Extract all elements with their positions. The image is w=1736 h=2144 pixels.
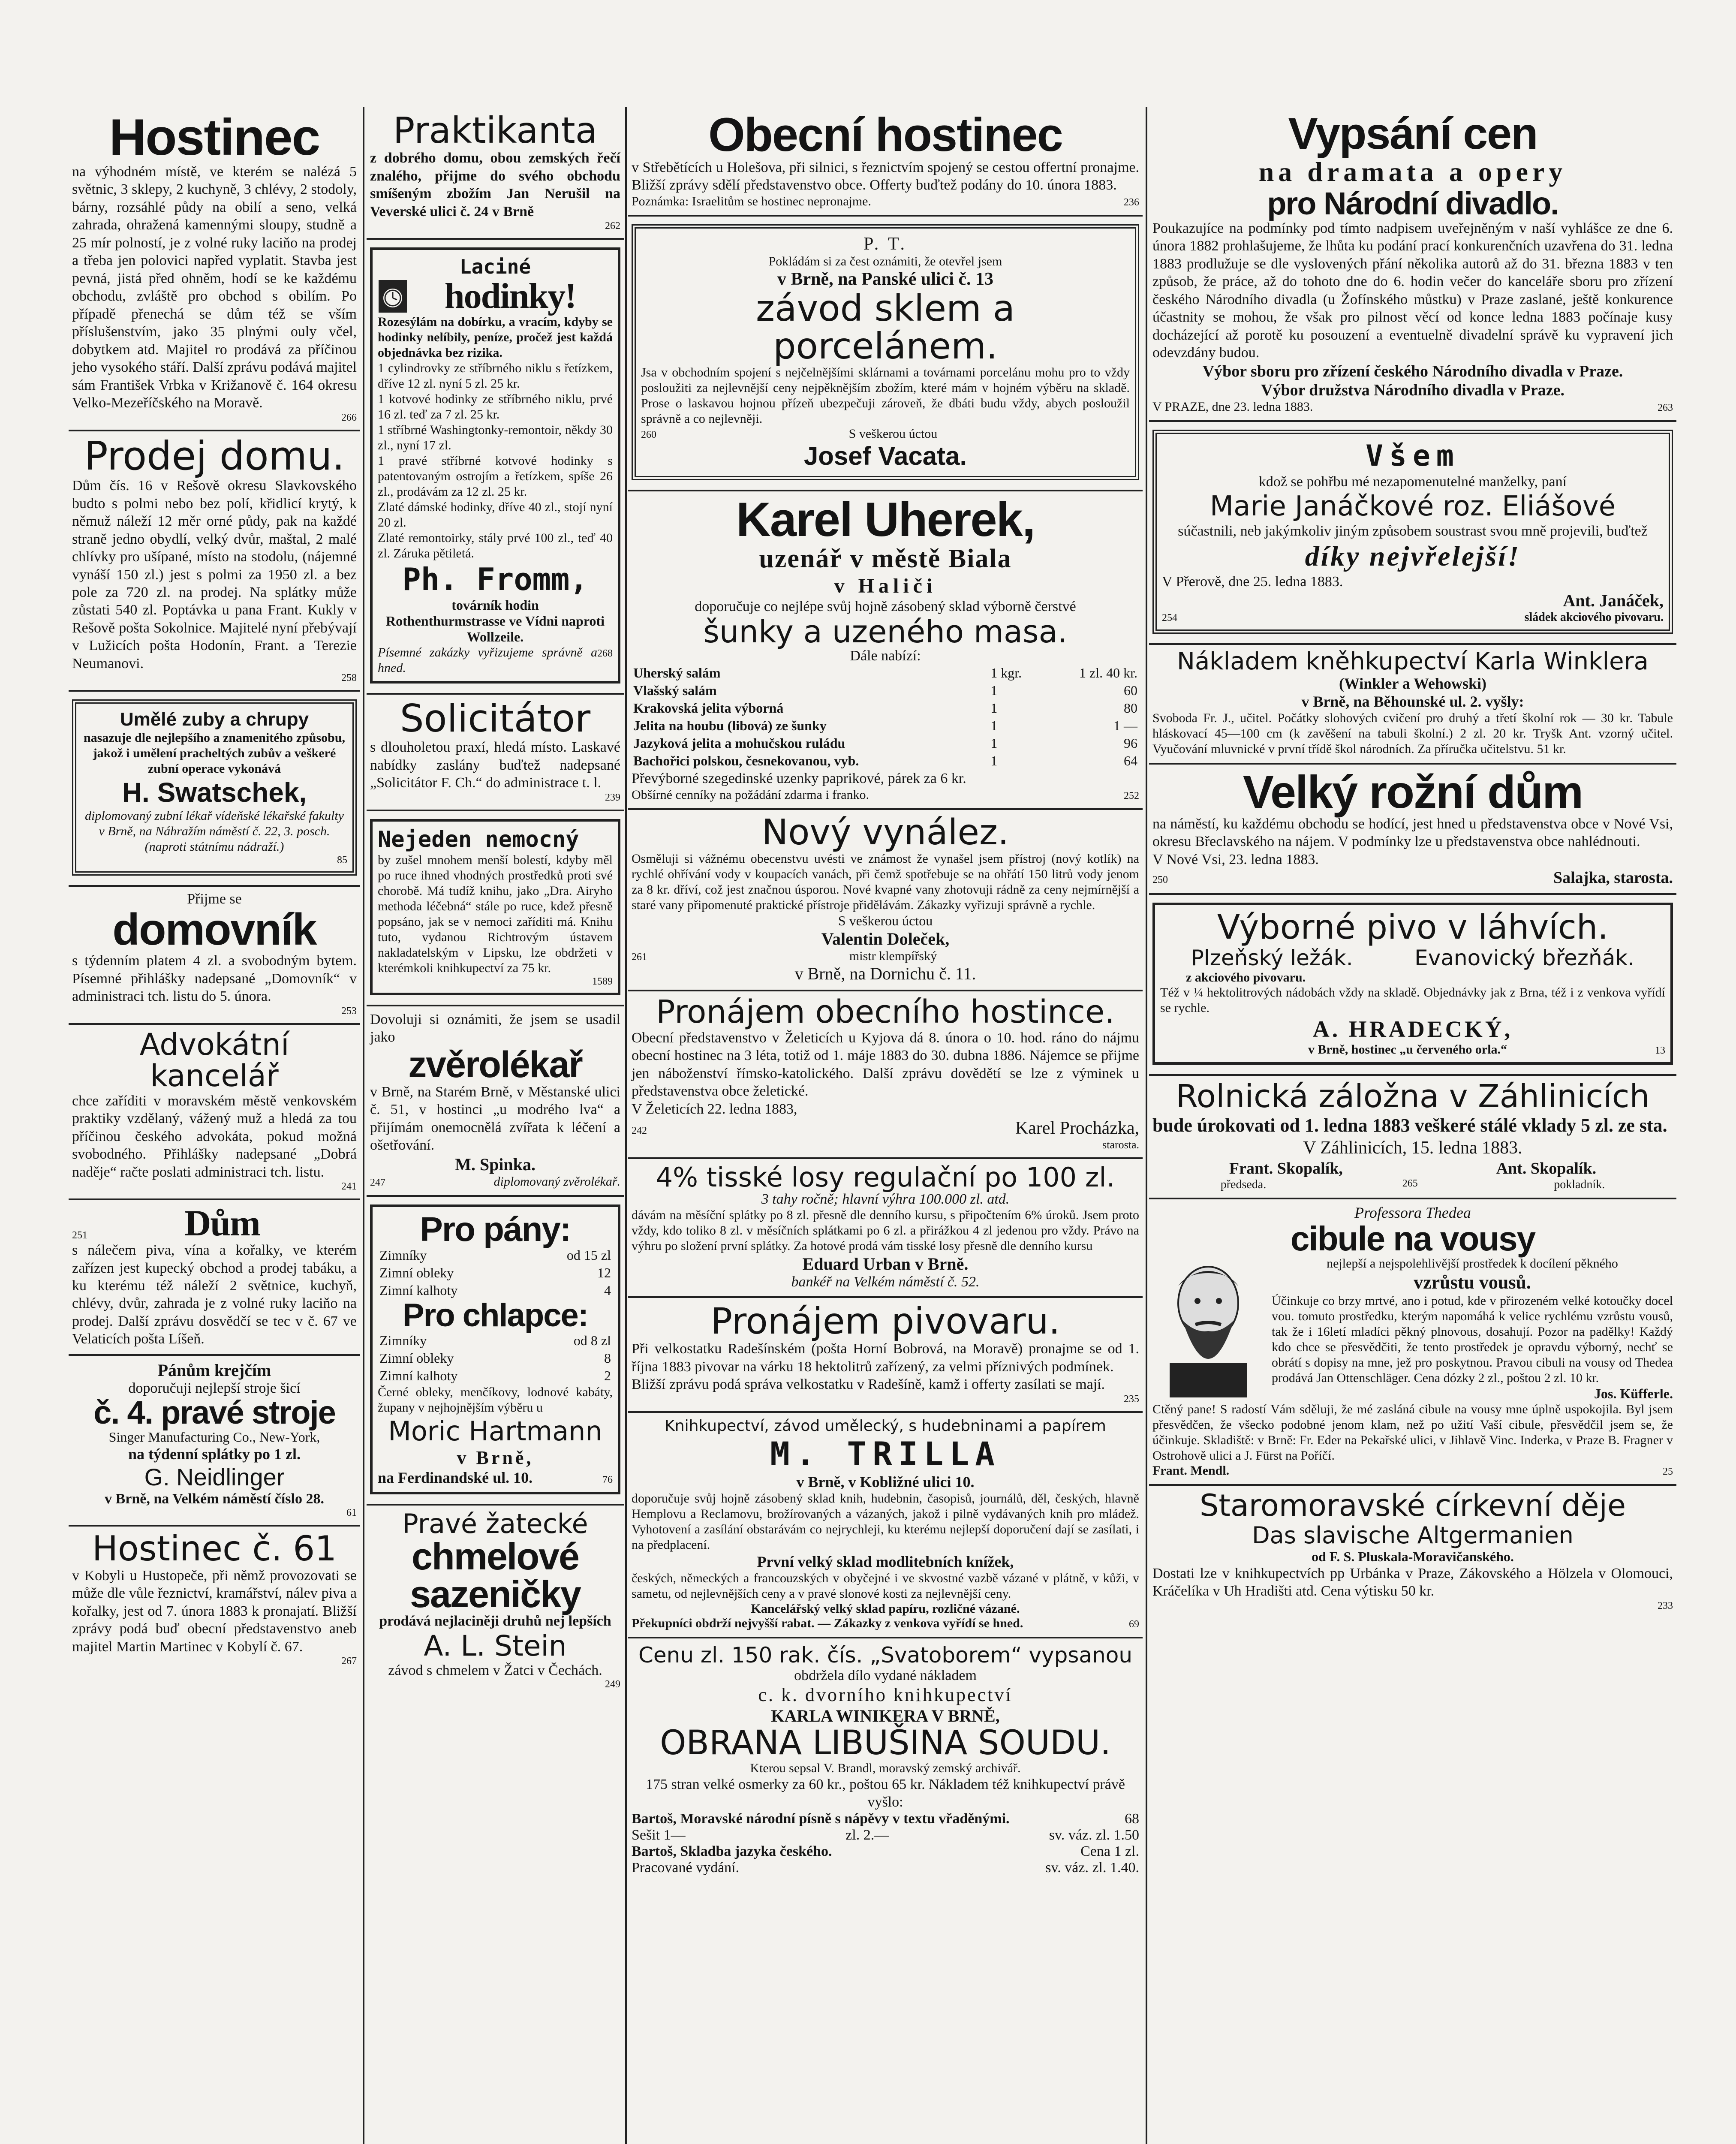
ad-line: Překupníci obdrží nejvyšší rabat. — Zákazky z venkova vyřídí se hned. [632, 1616, 1023, 1630]
ad-body-2: Ctěný pane! S radostí Vám sděluji, že mé zasláná cibule na vousy mne úplně uspokojila. Byl jsem přesvědčen, že všecko podobné jenom klam, než po užití Vaší cibule, přesvědčil jsem se, že účinkuje. Skladiště: v Brně: Fr. Eder na Pekařské ulici, v Jihlavě Vinc. Inderka, v Praze B. Fragner v Ostrohově ulici a J. Fürst na Poříčí. [1152, 1402, 1673, 1463]
ad-address: Rothenthurmstrasse ve Vídni naproti Wollzeile. [386, 613, 605, 645]
sausage-price-table [632, 664, 1139, 770]
item-price: 80 [1124, 700, 1137, 716]
column-1 [69, 107, 360, 2144]
ad-number: 76 [602, 1474, 613, 1485]
ad-title: cibule na vousy [1290, 1220, 1535, 1258]
item-name: Zimní kalhoty [379, 1367, 458, 1383]
ad-foot: Písemné zakázky vyřizujeme správně a hned. [378, 645, 597, 675]
ad-dum [69, 1200, 360, 1356]
column-rule [625, 107, 627, 2144]
ad-greet: S veškerou úctou [848, 427, 938, 441]
ad-body: kdož se pohřbu mé nezapomenutelné manželky, paní [1258, 473, 1567, 490]
item-name: Bachořici polskou, česnekovanou, vyb. [633, 753, 859, 769]
item-price: 12 [597, 1265, 611, 1280]
ad-pronajem-hostince [628, 991, 1143, 1159]
ad-trilla [628, 1413, 1143, 1638]
table-row [378, 1264, 613, 1282]
ad-line: První velký sklad modlitebních knížek, [757, 1553, 1014, 1570]
ad-last: Převýborné szegedinské uzenky paprikové, párek za 6 kr. [632, 771, 966, 787]
watch-item: Zlaté dámské hodinky, dříve 40 zl., stojí nyní 20 zl. [378, 500, 613, 530]
ad-name: H. Swatschek, [122, 777, 307, 808]
book-price: Cena 1 zl. [1080, 1843, 1139, 1860]
ad-body: Dostati lze v knihkupectvích pp Urbánka v Praze, Zákovského a Hölzela v Olomouci, Kráčelíka v Uh Hradišti atd. Cena výtisku 50 kr. [1152, 1565, 1673, 1599]
ad-note: Poznámka: Israelitům se hostinec nepronajme. [632, 194, 871, 208]
column-3 [628, 107, 1143, 2144]
ad-name: A. L. Stein [424, 1629, 567, 1662]
ad-number: 85 [337, 855, 347, 866]
price-table-men [378, 1247, 613, 1299]
ad-body: Svoboda Fr. J., učitel. Počátky slohových cvičení pro druhý a třetí školní rok — 30 kr. Tabule hláskovací 45—100 cm (k zavěšení na tabuli školní.) 2 zl. 20 kr. Tryšk Ant. vzorný učitel. Vyučování mluvnické v první třídě škol národních. Za příručka učitelstvu. 51 kr. [1152, 711, 1673, 756]
ad-sub: uzenář v městě Biala [759, 544, 1012, 574]
book-row [632, 1843, 1139, 1860]
ad-line: Pravé žatecké [402, 1508, 588, 1539]
ad-praktikant [367, 107, 624, 240]
column-2 [367, 107, 624, 2144]
column-4 [1149, 107, 1676, 2144]
ad-date: V Přerově, dne 25. ledna 1883. [1162, 573, 1343, 590]
ad-city: v Brně, [457, 1447, 534, 1468]
ad-name: Valentin Doleček, [821, 929, 950, 949]
ad-number: 61 [346, 1507, 357, 1518]
ad-title: hodinky! [444, 276, 576, 316]
ad-title: Pronájem pivovaru. [710, 1300, 1060, 1343]
ad-title: závod sklem a porcelánem. [755, 287, 1015, 367]
ad-number: 251 [72, 1230, 87, 1241]
ad-name: Marie Janáčkové roz. Eliášové [1209, 491, 1616, 523]
ad-number: 247 [370, 1177, 385, 1188]
ad-solicitator [367, 695, 624, 811]
signer-1: Frant. Skopalík, [1229, 1159, 1343, 1178]
ad-from: z akciového pivovaru. [1186, 970, 1306, 985]
ad-advokat [69, 1025, 360, 1200]
table-row [632, 717, 1139, 735]
ad-signature-2: Výbor družstva Národního divadla v Praze. [1261, 381, 1565, 399]
ad-sub: nejlepší a nejspolehlivější prostředek k docílení pěkného [1327, 1256, 1618, 1271]
ad-hostinec-61 [69, 1527, 360, 1673]
ad-title: Obecní hostinec [708, 108, 1062, 161]
ad-title: Nejeden nemocný [378, 826, 579, 852]
ad-name: Moric Hartmann [388, 1415, 602, 1447]
ad-number: 241 [341, 1181, 357, 1192]
ad-date: V Záhlinicích, 15. ledna 1883. [1303, 1138, 1522, 1158]
price-table-boys [378, 1332, 613, 1385]
item-price: od 8 zl [573, 1332, 611, 1348]
watch-item: 1 cylindrovky ze stříbrného niklu s řetízkem, dříve 12 zl. nyní 5 zl. 25 kr. [378, 361, 613, 391]
ad-number: 239 [605, 792, 620, 803]
bearded-man-portrait-icon [1152, 1256, 1264, 1397]
book-title: Bartoš, Moravské národní písně s nápěvy v textu vřaděnými. [632, 1811, 1010, 1827]
book-row [632, 1811, 1139, 1827]
ad-number: 250 [1152, 874, 1168, 886]
ad-number: 25 [1663, 1466, 1673, 1478]
ad-body: Účinkuje co brzy mrtvé, ano i potud, kde v přirozeném velké kotoučky docel vou. tomuto prostředku, kterým napomáhá k velice rychlému vzrůstu vousů, tak že i 16letí mladíci pěkný plnovous, dosahují. Pozor na padělky! Každý kdo chce se přesvědčiti, že tento prostředek je opravdu výborný, nechť se obrátí s dopisy na mne, jež pro poskytnou. Pravou cibuli na vousy od Thedea prodává Jan Ottenschläger. Cena dózky 2 zl., poštou 2 zl. 10 kr. [1272, 1294, 1673, 1385]
item-name: Jelita na houbu (libová) ze šunky [633, 718, 827, 734]
ad-title: Všem [1366, 439, 1460, 473]
ad-number: 233 [1658, 1600, 1673, 1611]
ad-title: Velký rožní dům [1243, 765, 1583, 818]
watch-item: 1 pravé stříbrné kotvové hodinky s patentovaným ostrojím a řetízkem, spíše 26 zl., prodávám za 12 zl. 25 kr. [378, 454, 613, 499]
ad-detail: diplomovaný zubní lékař vídeňské lékařské fakulty v Brně, na Náhražím náměstí č. 22, 3. posch. (naproti státnímu nádraží.) [85, 809, 344, 854]
ad-title: Pro pány: [420, 1210, 571, 1248]
ad-prodej-domu [69, 431, 360, 692]
table-row [378, 1247, 613, 1264]
pocket-watch-icon [378, 279, 408, 313]
ad-title: Advokátní kancelář [139, 1027, 289, 1094]
ad-title: 4% tisské losy regulační po 100 zl. [656, 1161, 1115, 1193]
ad-domovnik [69, 887, 360, 1024]
ad-hostinec [69, 107, 360, 431]
table-row [632, 699, 1139, 717]
ad-body: v Kobyli u Hustopeče, při němž provozovati se může dle vůle řeznictví, kramářství, nálev piva a kořalky, jest od 7. února 1883 k pronajatí. Bližší zprávy podá buď obecní představenstvo aneb majitel Martin Martinec v Kobylí č. 67. [72, 1567, 357, 1655]
item-name: Zimní kalhoty [379, 1282, 458, 1298]
ad-title: chmelové [412, 1535, 579, 1578]
ad-body: Jsa v obchodním spojení s nejčelnějšími sklárnami a továrnami porcelánu mohu pro to vždy posloužiti za nejlevnější ceny nejpěknějším zbožím, které mám v hojném výběru na skladě. Prose o laskavou hojnou přízeň ubezpečuji zároveň, že dbáti budu vždy, abych posloužil správně a co nejlevněji. [641, 365, 1130, 426]
ad-number: 236 [1124, 196, 1139, 208]
ad-number: 235 [1124, 1393, 1139, 1405]
item-unit: 1 [990, 753, 998, 769]
ad-chmel [367, 1506, 624, 1696]
ad-top: Knihkupectví, závod umělecký, s hudebninami a papírem [665, 1417, 1106, 1435]
ad-sub-2: v Haliči [834, 575, 937, 598]
ad-body: Poukazujíce na podmínky pod tímto nadpisem uveřejněným v naší vyhlášce ze dne 6. února 1882 prohlašujeme, že lhůta ku podání prací konkurenčních uzavřena do 31. ledna 1883 prodlužuje se dle vyslovených přání několika autorů až do 31. března 1883 v ten způsob, že práce, až do tohoto dne do 6. hodin večer do kanceláře sboru pro zřízení českého Národního divadla (u Žofínského můstku) v Praze zaslané, ještě konkurence účastnity se mohou, že však pro pilnost věcí od konce ledna 1883 počínaje kusy docházející až porotě ku posouzení a eventuelně divadelní správě ku vypravení jich odevzdány budou. [1152, 220, 1673, 361]
signer-1-role: předseda. [1220, 1178, 1267, 1192]
ad-cibule [1149, 1199, 1676, 1486]
ad-address: v Brně, na Panské ulici č. 13 [777, 269, 994, 289]
item-name: Krakovská jelita výborná [633, 700, 784, 716]
ad-pivovar [628, 1298, 1143, 1413]
item-price: 96 [1124, 735, 1137, 751]
ad-address: v Brně, na Velkém náměstí číslo 28. [105, 1491, 324, 1507]
ad-date: V Nové Vsi, 23. ledna 1883. [1152, 851, 1319, 867]
ad-obecni-hostinec [628, 107, 1143, 217]
ad-sign: Ant. Janáček, [1563, 591, 1664, 611]
ad-nemocny [367, 811, 624, 1006]
item-price: 2 [604, 1367, 611, 1383]
ad-greet: S veškerou úctou [838, 912, 933, 928]
ad-zuby [69, 692, 360, 887]
ad-big: vzrůstu vousů. [1414, 1272, 1531, 1293]
beer-right: Evanovický březňák. [1414, 946, 1635, 971]
ad-vynalez [628, 810, 1143, 991]
ad-body: Osměluji si vážnému obecenstvu uvésti ve známost že vynašel jsem přístroj (nový kotlík) na rychlé ohřívání vody v koupacích vanách, při čemž spotřebuje se na ohřátí 150 litrů vody jenom za 8 kr. dříví, což jest značnou úsporou. Nové kvapné vany zhotovuji rádně za ceny nejmírnější a staré vany připomenuté praktické přístroje přidělávám. Zákazky vyřizuji správně a rychle. [632, 851, 1139, 912]
item-name: Zimní obleky [379, 1265, 454, 1280]
ad-address: v Brně, hostinec „u červeného orla.“ [1308, 1042, 1507, 1057]
beer-left: Plzeňský ležák. [1191, 946, 1353, 971]
book-price-bound: sv. váz. zl. 1.50 [1049, 1827, 1139, 1843]
ad-number: 265 [1402, 1178, 1418, 1189]
item-unit: 1 [990, 735, 998, 751]
ad-title: Hostinec [109, 108, 320, 166]
ad-title: Pronájem obecního hostince. [656, 993, 1115, 1030]
watch-item: 1 kotvové hodinky ze stříbrného niklu, prvé 16 zl. teď za 7 zl. 25 kr. [378, 392, 613, 422]
ad-zverolekar [367, 1006, 624, 1197]
ad-number: 267 [341, 1656, 357, 1667]
ad-line: prodává nejlaciněji druhů nej lepších [379, 1613, 611, 1629]
ad-zalozna [1149, 1076, 1676, 1199]
ad-name: Josef Vacata. [803, 442, 967, 471]
ad-body-2: Bližší zprávu podá správa velkostatku v Radešíně, kamž i offerty zasílati se mají. [632, 1376, 1105, 1393]
ad-address: na Ferdinandské ul. 10. [378, 1469, 533, 1486]
ad-number: 263 [1658, 402, 1673, 413]
ad-title: Rolnická záložna v Záhlinicích [1176, 1078, 1650, 1115]
item-name: Zimníky [379, 1247, 427, 1263]
ad-obrana [628, 1638, 1143, 1882]
ad-body: doporučuje svůj hojně zásobený sklad knih, hudebnin, časopisů, journálů, děl, českých, hlavně Hemplovu a Reclamovu, brožírovaných a vázaných, jakož i pilně vydávaných knih pro mládež. Vyhotovení a zasílání obstarávám co nejrychleji, ku kterému nejlepší doporučení dají se zasílati, i na předplacení. [632, 1491, 1139, 1552]
ad-title: Výborné pivo v láhvích. [1217, 908, 1609, 947]
table-row [632, 735, 1139, 752]
ad-intro: Dovoluji si oznámiti, že jsem se usadil jako [370, 1011, 620, 1045]
ad-number: 266 [341, 412, 357, 423]
ad-sub: na dramata a opery [1258, 157, 1567, 187]
ad-date: V Želeticích 22. ledna 1883, [632, 1101, 797, 1117]
table-row [632, 664, 1139, 682]
item-price: 64 [1124, 753, 1137, 769]
ad-body: chce zaříditi v moravském městě venkovském praktiky vzdělaný, vážený muž a hledá za tou příčinou českého advokáta, pokud možná svobodného. Přihlášky nadepsané „Dobrá naděje“ račte poslati administraci tch. listu. [72, 1093, 357, 1180]
table-row [378, 1282, 613, 1299]
ad-title: Dům [184, 1202, 260, 1244]
table-row [378, 1367, 613, 1385]
ad-line: KARLA WINIKERA V BRNĚ, [771, 1706, 1000, 1725]
ad-intro: Rozesýlám na dobírku, a vracím, kdyby se hodinky nelíbily, peníze, pročež jest každá objednávka bez rizika. [378, 315, 613, 360]
watch-item: 1 stříbrné Washingtonky-remontoir, někdy 30 zl., nyní 17 zl. [378, 423, 613, 453]
item-name: Uherský salám [633, 665, 721, 681]
ad-body-2: českých, německých a francouzských v obyčejné i ve skvostné vazbě vázané v plátně, v kůži, v sametu, od nejlevnějších ceny a v pravé slonové kosti za nejlevnější ceny. [632, 1571, 1139, 1601]
ad-name: Salajka, starosta. [1553, 869, 1673, 887]
ad-address: v Brně, na Dornichu č. 11. [794, 964, 976, 983]
ad-title: M. TRILLA [770, 1434, 1001, 1473]
ad-address: v Brně, na Běhounské ul. 2. vyšly: [1301, 693, 1524, 710]
ad-title-2: sazeničky [410, 1572, 581, 1615]
ad-sub: 3 tahy ročně; hlavní výhra 100.000 zl. atd. [761, 1191, 1010, 1208]
ad-body: Obecní představenstvo v Želeticích u Kyjova dá 8. února o 10. hod. ráno do nájmu obecní hostinec na 3 léta, totiž od 1. máje 1883 do 30. dubna 1886. Nájemce se přijme jen náboženství římsko-katolického. Další zprávu dovědětí se lze z výminek u představenstva obce želetické. [632, 1030, 1139, 1099]
ad-address: v Brně, v Kobližné ulici 10. [796, 1473, 975, 1491]
ad-title: Staromoravské církevní děje [1199, 1488, 1626, 1524]
ad-name: A. HRADECKÝ, [1312, 1016, 1513, 1042]
ad-body: Dům čís. 16 v Rešově okresu Slavkovského budto s polmi nebo bez polí, křidlicí krytý, k němuž náleží 12 měr orné půdy, pak na každé straně jedno obydlí, velký dvůr, maštal, 2 malé chlívky pro ušípané, místo na stodolu, (nájemné vynáší 150 zl.) jest s polmi za 1950 zl. a bez pole za 720 zl. na prodej. Na splátky může zůstati 540 zl. Poptávka u pana Frant. Kukly v Rešově pošta Sokolnice. Majitelé nyní přebývají v Lužicích pošta Hodonín, Frant. a Terezie Neumanovi. [72, 478, 357, 672]
ad-sub-2: pro Národní divadlo. [1267, 186, 1558, 221]
ad-vsem [1149, 422, 1676, 645]
ad-body: s dlouholetou praxí, hledá místo. Laskavé nabídky zaslány buďtež nadepsané „Solicitátor F. Ch.“ do administrace t. l. [370, 739, 620, 791]
book-number: 68 [1125, 1811, 1139, 1827]
ad-title: Umělé zuby a chrupy [120, 709, 309, 730]
ad-signature: Výbor sboru pro zřízení českého Národního divadla v Praze. [1202, 362, 1623, 380]
ad-number: 242 [632, 1125, 647, 1136]
ad-title: č. 4. pravé stroje [93, 1394, 335, 1431]
ad-number: 69 [1129, 1618, 1139, 1630]
signer-2: Ant. Skopalík. [1496, 1159, 1597, 1178]
book-row [632, 1827, 1139, 1843]
ad-title: domovník [112, 905, 316, 955]
ad-rozni-dum [1149, 765, 1676, 895]
ad-line: na týdenní splátky po 1 zl. [128, 1445, 301, 1463]
ad-offer: Dále nabízí: [850, 648, 921, 664]
ad-sub: starosta. [1102, 1138, 1139, 1151]
ad-line: Kancelářský velký sklad papíru, rozličné vázané. [751, 1601, 1020, 1616]
ad-hodinky [367, 240, 624, 695]
ad-thanks: díky nejvřelejší! [1305, 540, 1521, 572]
ad-number: 254 [1162, 612, 1177, 624]
ad-top: Laciné [459, 255, 531, 279]
ad-title: Prodej domu. [84, 433, 345, 479]
item-price: 1 — [1113, 718, 1137, 734]
ad-number: 258 [341, 672, 357, 684]
ad-address: závod s chmelem v Žatci v Čechách. [388, 1662, 602, 1678]
ad-foot: Obšírné cenníky na požádání zdarma i franko. [632, 787, 869, 802]
table-row [632, 682, 1139, 699]
ad-number: 268 [597, 648, 613, 659]
ad-winkler [1149, 645, 1676, 765]
ad-losy [628, 1159, 1143, 1298]
ad-title: Nákladem kněhkupectví Karla Winklera [1177, 647, 1649, 676]
table-row [632, 752, 1139, 770]
ad-title: Nový vynález. [761, 812, 1009, 853]
ad-address: bankéř na Velkém náměstí č. 52. [791, 1274, 980, 1290]
item-unit: 1 kgr. [990, 665, 1022, 681]
ad-number: 1589 [592, 976, 613, 987]
book-row [632, 1860, 1139, 1876]
ad-title: Vypsání cen [1288, 109, 1537, 159]
ad-name: G. Neidlinger [144, 1463, 285, 1491]
ad-body: na výhodném místě, ve kterém se nalézá 5 světnic, 3 sklepy, 2 kuchyně, 3 chlévy, 2 stodoly, bárny, rozsáhlé půdy na obilí a seno, velká zahrada, ohražená kamennými sloupy, studně a 25 mír polností, je z volné ruky laciňo na prodej a třeba jen polovici napřed vyplatit. Stavba jest pevná, jistá před ohněm, hodí se ke každému obchodu, zvláště pro obchod s obilím. Po případě přenechá se dům též se vším příslušenstvím, jako 35 plnými ouly včel, dobytkem atd. Majitel ro prodává za příčinou jeho vysokého stáří. Další zprávu podává majitel sám František Vrbka v Križanově č. 164 okresu Velko-Mezeříčského na Moravě. [72, 164, 357, 411]
ad-number: 249 [605, 1678, 620, 1690]
ad-sub: Das slavische Altgermanien [1252, 1521, 1574, 1549]
item-unit: 1 [990, 700, 998, 716]
ad-body: dávám na měsíční splátky po 8 zl. přesně dle denního kursu, s připočtením 6% úroků. Jsem proto vždy, kdo toliko 8 zl. v měsíčních splátkami po 6 zl. a přirážkou 4 zl jedenou pro vždy. Právo na výhru po složení první splátky. Za hotové prodá vám tisské losy přesně dle denního kursu [632, 1208, 1139, 1253]
ad-staromoravske [1149, 1486, 1676, 1617]
ad-number: 261 [632, 951, 647, 963]
ad-body: bude úrokovati od 1. ledna 1883 veškeré stálé vklady 5 zl. ze sta. [1152, 1114, 1667, 1136]
ad-body: z dobrého domu, obou zemských řečí znalého, přijme do svého obchodu smíšeným zbožím Jan Nerušil na Veverské ulici č. 24 v Brně [370, 150, 620, 220]
ad-vypsani-cen [1149, 107, 1676, 422]
item-price: 1 zl. 40 kr. [1079, 665, 1137, 681]
ad-number: 253 [341, 1005, 357, 1017]
ad-line: Pánům krejčím [157, 1360, 271, 1380]
book-price-bound: sv. váz. zl. 1.40. [1045, 1860, 1139, 1876]
ad-line: c. k. dvorního knihkupectví [758, 1684, 1013, 1705]
item-name: Zimní obleky [379, 1350, 454, 1366]
ad-big: šunky a uzeného masa. [703, 613, 1068, 650]
ad-number: 13 [1655, 1045, 1665, 1057]
ad-title: Karel Uherek, [736, 493, 1035, 547]
item-price: od 15 zl [566, 1247, 611, 1263]
ad-title: Hostinec č. 61 [92, 1528, 337, 1569]
book-part: Sešit 1— [632, 1827, 686, 1843]
ad-body: v Brně, na Starém Brně, v Městanské ulici č. 51, v hostinci „u modrého lva“ a přijímám onemocnělá zvířata k léčení a ošetřování. [370, 1084, 620, 1153]
ad-body: Též v ¼ hektolitrových nádobách vždy na skladě. Objednávky jak z Brna, též i z venkova vyřídí se rychle. [1160, 985, 1665, 1015]
table-row [378, 1349, 613, 1367]
ad-line: obdržela dílo vydané nákladem [794, 1667, 977, 1683]
ad-sign: Jos. Küfferle. [1594, 1386, 1673, 1402]
ad-number: 252 [1124, 790, 1139, 801]
ad-title-2: Pro chlapce: [402, 1297, 588, 1334]
ad-vacata [628, 217, 1143, 491]
ad-body: doporučuje co nejlépe svůj hojně zásobený sklad výborně čerstvé [695, 599, 1076, 615]
ad-sign-sub: sládek akciového pivovaru. [1524, 611, 1664, 624]
ad-name: Karel Procházka, [1015, 1118, 1139, 1138]
ad-line: 175 stran velké osmerky za 60 kr., poštou 65 kr. Nákladem též knihkupectví právě vyšlo: [646, 1776, 1125, 1810]
ad-pro-pany [367, 1197, 624, 1506]
ad-sub: diplomovaný zvěrolékař. [493, 1174, 620, 1189]
ad-body: v Střebětících u Holešova, při silnici, s řeznictvím spojený se cestou offertní pronajme. Bližší zprávy sdělí představenstvo obce. Offerty buďtež podány do 10. února 1883. [632, 160, 1139, 193]
ad-pre: Professora Thedea [1354, 1204, 1471, 1222]
ad-body: Při velkostatku Radešínském (pošta Horní Bobrová, na Moravě) pronajme se od 1. října 1883 pivovar na várku 18 hektolitrů zařízený, za velmi příznivých podmínek. [632, 1341, 1139, 1375]
ad-title: Solicitátor [400, 696, 591, 741]
book-part: Pracované vydání. [632, 1860, 740, 1876]
ad-body-2: súčastnili, neb jakýmkoliv jiným způsobem soustrast svou mně projevili, buďtež [1178, 523, 1648, 539]
ad-line: doporučuji nejlepší stroje šicí [128, 1380, 301, 1396]
item-unit: 1 [990, 718, 998, 734]
ad-name: M. Spinka. [455, 1154, 536, 1174]
ad-pre: Přijme se [187, 891, 242, 907]
ad-number: 262 [605, 220, 620, 232]
item-name: Vlašský salám [633, 683, 717, 699]
column-rule [1146, 107, 1147, 2144]
ad-line: Singer Manufacturing Co., New-York, [108, 1429, 320, 1445]
ad-stroje [69, 1356, 360, 1527]
signer-2-role: pokladník. [1554, 1178, 1605, 1192]
ad-name: Eduard Urban v Brně. [802, 1254, 969, 1274]
ad-pt: P. T. [863, 234, 907, 254]
ad-body: by zušel mnohem menší bolestí, kdyby měl po ruce ihned vhodných prostředků proti své chorobě. Má tudíž knihu, jako „Dra. Airyho methoda léčebná“ stále po ruce, kdež přesně popsáno, jak se v nemoci zaříditi má. Knihu tuto, vydanou Richtrovým ústavem nakladatelským v Lipsku, lze obdržeti v kterémkoli knihkupectví za 75 kr. [378, 852, 613, 975]
ad-uherek [628, 491, 1143, 810]
ad-body: s týdenním platem 4 zl. a svobodným bytem. Písemné přihlášky nadepsané „Domovník“ v administraci tch. listu do 5. února. [72, 953, 357, 1005]
item-price: 60 [1124, 683, 1137, 699]
table-row [378, 1332, 613, 1349]
ad-line: Kterou sepsal V. Brandl, moravský zemský archivář. [750, 1761, 1021, 1775]
ad-title: zvěrolékař [408, 1044, 582, 1085]
book-price: zl. 2.— [845, 1827, 889, 1843]
ad-line: Cenu zl. 150 rak. čís. „Svatoborem“ vypsanou [638, 1642, 1133, 1668]
ad-intro: Pokládám si za čest oznámiti, že otevřel jsem [768, 254, 1002, 268]
ad-body: Černé obleky, menčíkovy, lodnové kabáty, župany v nejhojnějším výběru u [378, 1385, 613, 1415]
item-unit: 1 [990, 683, 998, 699]
ad-hradecky [1149, 895, 1676, 1076]
ad-title: OBRANA LIBUŠINA SOUDU. [660, 1723, 1111, 1762]
ad-body: s nálečem piva, vína a kořalky, ve kterém zařízen jest kupecký obchod a prodej tabáku, a ku kterému též náleží 2 světnice, kuchyň, chlévy, dvůr, zahrada je z volné ruky laciňo na prodej. Další zprávu dosvědčí se tec v č. 67 ve Velaticích pošta Líšeň. [72, 1242, 357, 1347]
watch-item: Zlaté remontoirky, stály prvé 100 zl., teď 40 zl. Záruka pětiletá. [378, 531, 613, 561]
ad-sign-2: Frant. Mendl. [1152, 1463, 1230, 1478]
ad-title: Praktikanta [393, 109, 598, 151]
ad-body: nasazuje dle nejlepšího a znamenitého způsobu, jakož i umělení pracheltých zubův a veškeré zubní operace vykonává [83, 731, 346, 776]
item-name: Jazyková jelita a mohučskou ruládu [633, 735, 845, 751]
item-price: 4 [604, 1282, 611, 1298]
item-price: 8 [604, 1350, 611, 1366]
ad-sub: (Winkler a Wehowski) [1339, 675, 1487, 692]
item-name: Zimníky [379, 1332, 427, 1348]
ad-firm-sub: továrník hodin [451, 597, 539, 613]
ad-date: V PRAZE, dne 23. ledna 1883. [1152, 399, 1313, 414]
ad-number: 260 [641, 429, 656, 441]
book-title: Bartoš, Skladba jazyka českého. [632, 1843, 832, 1860]
ad-by: od F. S. Pluskala-Moravičanského. [1312, 1548, 1514, 1564]
column-rule [363, 107, 364, 2144]
ad-firm: Ph. Fromm, [402, 561, 588, 598]
ad-sub: mistr klempířský [849, 949, 937, 963]
ad-body: na náměstí, ku každému obchodu se hodící, jest hned u představenstva obce v Nové Vsi, okresu Břeclavského na nájem. V podmínky lze u představenstva obce nahlédnouti. [1152, 816, 1673, 850]
